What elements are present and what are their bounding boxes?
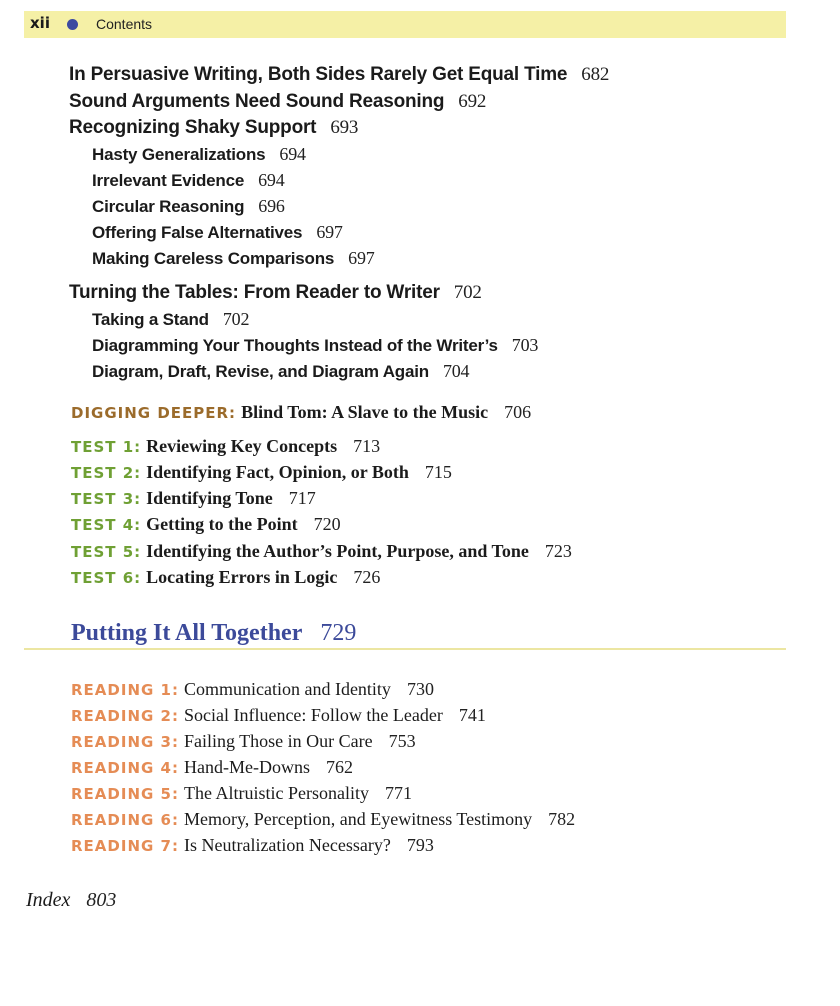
toc-subentry[interactable] bbox=[92, 335, 538, 356]
reading-page: 762 bbox=[325, 757, 353, 777]
test-title: Locating Errors in Logic bbox=[146, 567, 338, 587]
subentry-page: 704 bbox=[442, 361, 470, 381]
test-title: Reviewing Key Concepts bbox=[146, 436, 338, 456]
digging-deeper-title: Blind Tom: A Slave to the Music bbox=[241, 402, 489, 422]
toc-subentry[interactable] bbox=[92, 222, 343, 243]
page-numeral: xii bbox=[30, 14, 50, 32]
subentry-page: 694 bbox=[279, 144, 306, 164]
test-entry[interactable] bbox=[71, 541, 572, 562]
subentry-page: 696 bbox=[258, 196, 285, 216]
entry-title: Sound Arguments Need Sound Reasoning bbox=[69, 91, 445, 112]
subentry-page: 694 bbox=[258, 170, 285, 190]
reading-title: Is Neutralization Necessary? bbox=[183, 835, 391, 855]
toc-subentry[interactable] bbox=[92, 144, 306, 165]
test-entry[interactable] bbox=[71, 514, 341, 535]
toc-subentry[interactable] bbox=[92, 248, 375, 269]
reading-entry[interactable] bbox=[71, 757, 353, 778]
toc-subentry[interactable] bbox=[92, 309, 249, 330]
index-page: 803 bbox=[86, 889, 117, 911]
reading-title: Memory, Perception, and Eyewitness Testimony bbox=[183, 809, 533, 829]
reading-label: READING 7: bbox=[71, 837, 179, 855]
reading-title: Failing Those in Our Care bbox=[183, 731, 373, 751]
running-header bbox=[24, 11, 786, 38]
subentry-title: Hasty Generalizations bbox=[92, 145, 266, 164]
reading-entry[interactable] bbox=[71, 835, 434, 856]
test-label: TEST 2: bbox=[71, 464, 142, 482]
toc-entry[interactable] bbox=[69, 282, 482, 304]
reading-entry[interactable] bbox=[71, 783, 412, 804]
test-entry[interactable] bbox=[71, 567, 380, 588]
bullet-dot-icon bbox=[67, 19, 78, 30]
test-page: 717 bbox=[288, 488, 316, 508]
test-page: 726 bbox=[353, 567, 381, 587]
test-label: TEST 4: bbox=[71, 516, 142, 534]
test-entry[interactable] bbox=[71, 462, 452, 483]
toc-subentry[interactable] bbox=[92, 361, 469, 382]
reading-label: READING 4: bbox=[71, 759, 179, 777]
subentry-title: Diagramming Your Thoughts Instead of the Writer’s bbox=[92, 336, 498, 355]
subentry-page: 703 bbox=[511, 335, 539, 355]
reading-label: READING 6: bbox=[71, 811, 179, 829]
digging-deeper-entry[interactable] bbox=[71, 402, 531, 423]
test-title: Identifying Tone bbox=[146, 488, 273, 508]
reading-title: The Altruistic Personality bbox=[183, 783, 369, 803]
test-page: 720 bbox=[313, 514, 341, 534]
reading-page: 771 bbox=[384, 783, 412, 803]
subentry-title: Taking a Stand bbox=[92, 310, 209, 329]
test-page: 713 bbox=[353, 436, 381, 456]
reading-entry[interactable] bbox=[71, 731, 416, 752]
index-title: Index bbox=[26, 889, 71, 911]
entry-page: 693 bbox=[330, 117, 359, 138]
entry-title: Turning the Tables: From Reader to Writer bbox=[69, 282, 440, 303]
subentry-title: Making Careless Comparisons bbox=[92, 249, 335, 268]
entry-page: 702 bbox=[453, 282, 482, 303]
reading-label: READING 3: bbox=[71, 733, 179, 751]
reading-page: 730 bbox=[406, 679, 434, 699]
subentry-title: Offering False Alternatives bbox=[92, 223, 303, 242]
reading-title: Communication and Identity bbox=[183, 679, 391, 699]
test-page: 715 bbox=[424, 462, 452, 482]
test-label: TEST 1: bbox=[71, 438, 142, 456]
index-entry[interactable] bbox=[26, 889, 116, 912]
toc-entry[interactable] bbox=[69, 91, 486, 113]
toc-subentry[interactable] bbox=[92, 196, 285, 217]
entry-title: Recognizing Shaky Support bbox=[69, 117, 317, 138]
test-label: TEST 6: bbox=[71, 569, 142, 587]
test-title: Identifying the Author’s Point, Purpose, and Tone bbox=[146, 541, 529, 561]
reading-entry[interactable] bbox=[71, 705, 486, 726]
reading-page: 753 bbox=[388, 731, 416, 751]
reading-title: Hand-Me-Downs bbox=[183, 757, 310, 777]
subentry-title: Diagram, Draft, Revise, and Diagram Again bbox=[92, 362, 429, 381]
test-label: TEST 5: bbox=[71, 543, 142, 561]
toc-entry[interactable] bbox=[69, 64, 609, 86]
section-title: Putting It All Together bbox=[71, 620, 303, 646]
subentry-title: Circular Reasoning bbox=[92, 197, 245, 216]
toc-entry[interactable] bbox=[69, 117, 358, 139]
digging-deeper-page: 706 bbox=[504, 402, 532, 422]
reading-label: READING 2: bbox=[71, 707, 179, 725]
reading-entry[interactable] bbox=[71, 809, 575, 830]
reading-page: 741 bbox=[458, 705, 486, 725]
test-page: 723 bbox=[544, 541, 572, 561]
toc-subentry[interactable] bbox=[92, 170, 285, 191]
test-entry[interactable] bbox=[71, 488, 316, 509]
section-divider bbox=[24, 648, 786, 650]
reading-title: Social Influence: Follow the Leader bbox=[183, 705, 443, 725]
section-page: 729 bbox=[320, 620, 357, 646]
reading-label: READING 5: bbox=[71, 785, 179, 803]
entry-title: In Persuasive Writing, Both Sides Rarely Get Equal Time bbox=[69, 64, 568, 85]
subentry-page: 697 bbox=[348, 248, 375, 268]
subentry-page: 697 bbox=[316, 222, 343, 242]
test-entry[interactable] bbox=[71, 436, 380, 457]
section-heading[interactable] bbox=[71, 620, 356, 647]
subentry-title: Irrelevant Evidence bbox=[92, 171, 245, 190]
test-title: Identifying Fact, Opinion, or Both bbox=[146, 462, 409, 482]
header-title: Contents bbox=[96, 16, 153, 32]
reading-page: 793 bbox=[406, 835, 434, 855]
test-label: TEST 3: bbox=[71, 490, 142, 508]
reading-label: READING 1: bbox=[71, 681, 179, 699]
entry-page: 682 bbox=[581, 64, 610, 85]
test-title: Getting to the Point bbox=[146, 514, 298, 534]
reading-page: 782 bbox=[548, 809, 576, 829]
digging-deeper-label: DIGGING DEEPER: bbox=[71, 404, 237, 422]
subentry-page: 702 bbox=[222, 309, 250, 329]
reading-entry[interactable] bbox=[71, 679, 434, 700]
entry-page: 692 bbox=[458, 91, 487, 112]
